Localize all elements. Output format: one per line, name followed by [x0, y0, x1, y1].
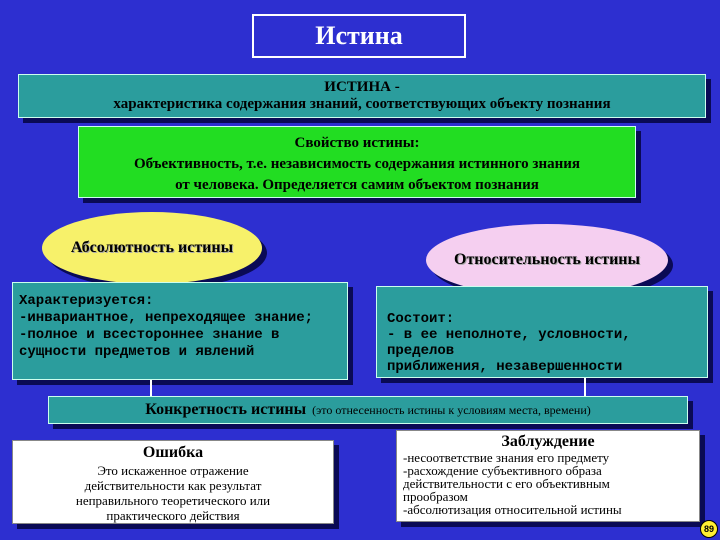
concreteness-label: Конкретность истины [145, 401, 307, 418]
consists-item-1: - в ее неполноте, условности, пределов [387, 327, 631, 359]
characterized-item-2: -полное и всестороннее знание в [19, 327, 280, 343]
slide-title-text: Истина [315, 21, 403, 50]
consists-box [376, 286, 708, 378]
consists-item-2: приближения, незавершенности [387, 359, 623, 375]
delusion-heading: Заблуждение [501, 433, 595, 450]
connector-left [150, 380, 152, 396]
property-heading: Свойство истины: [294, 135, 420, 151]
error-text-3: неправильного теоретического или [75, 493, 271, 508]
characterized-item-3: сущности предметов и явлений [19, 344, 255, 360]
delusion-item: -абсолютизация относительной истины [403, 502, 622, 517]
property-text-2: от человека. Определяется самим объектом познания [175, 177, 539, 193]
concreteness-note: (это отнесенность истины к условиям места, времени) [312, 402, 591, 417]
characterized-box [12, 282, 348, 380]
truth-property-box [78, 126, 636, 198]
error-heading: Ошибка [142, 444, 204, 461]
page-number-badge [700, 520, 718, 538]
delusion-item: действительности с его объективным [403, 476, 610, 491]
relativity-label: Относительность истины [454, 251, 640, 268]
error-box [12, 440, 334, 524]
error-text-1: Это искаженное отражение [97, 463, 249, 478]
delusion-item: прообразом [403, 489, 468, 504]
delusion-items [397, 451, 699, 516]
characterized-heading: Характеризуется: [19, 293, 154, 309]
delusion-item: -расхождение субъективного образа [403, 463, 602, 478]
definition-term: ИСТИНА - [324, 79, 400, 95]
definition-text: характеристика содержания знаний, соответствующих объекту познания [113, 96, 611, 112]
connector-right [584, 378, 586, 396]
characterized-item-1: -инвариантное, непреходящее знание; [19, 310, 314, 326]
consists-heading: Состоит: [387, 311, 455, 327]
property-text-1: Объективность, т.е. независимость содержания истинного знания [134, 156, 580, 172]
error-text-2: действительности как результат [84, 478, 262, 493]
delusion-item: -несоответствие знания его предмету [403, 450, 610, 465]
slide-title [252, 14, 466, 58]
error-text-4: практического действия [106, 508, 240, 523]
absoluteness-label: Абсолютность истины [70, 239, 234, 256]
concreteness-box [48, 396, 688, 424]
truth-definition-box [18, 74, 706, 118]
delusion-box [396, 430, 700, 522]
page-number: 89 [703, 524, 714, 534]
absoluteness-ellipse [42, 212, 262, 284]
